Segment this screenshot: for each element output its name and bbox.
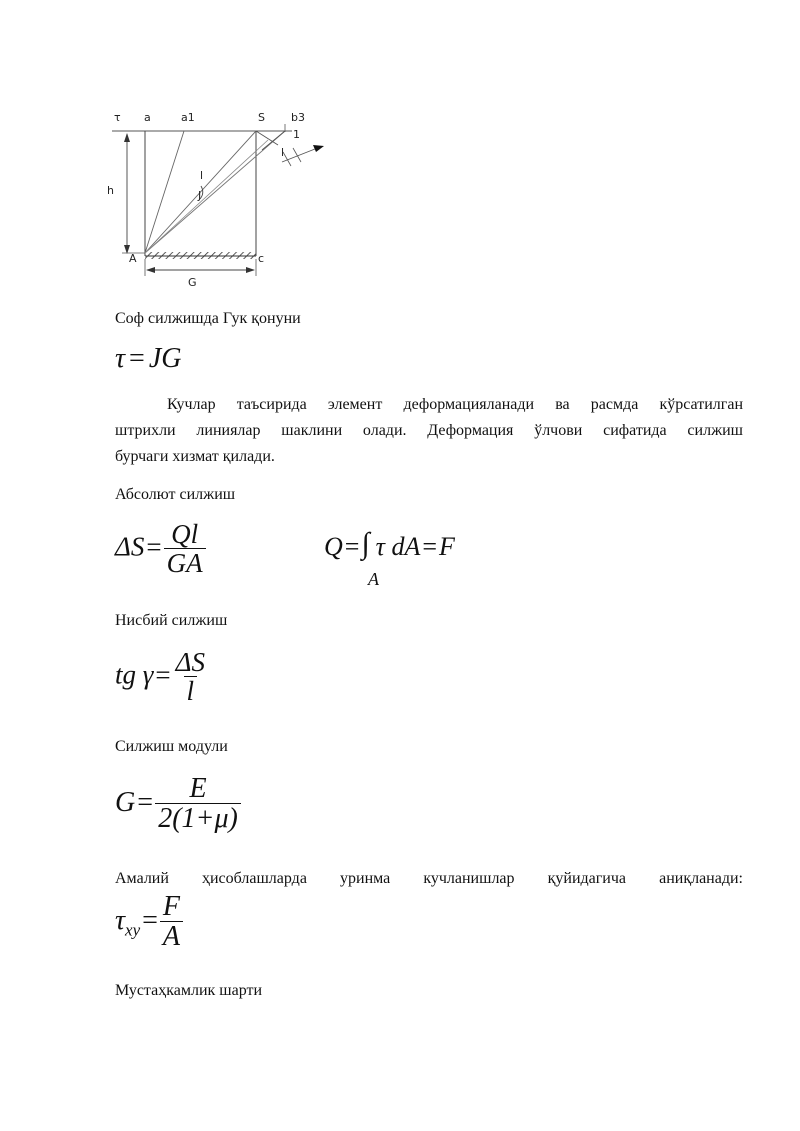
hooke-lhs: τ bbox=[115, 343, 126, 374]
delta-s-den: GA bbox=[164, 548, 206, 579]
label-a1: a1 bbox=[181, 111, 195, 124]
para-line-1: Кучлар таъсирида элемент деформацияланади ва расмда кўрсатилган bbox=[167, 396, 743, 413]
integral-subscript: A bbox=[368, 569, 379, 589]
label-tau: τ bbox=[114, 111, 121, 124]
label-h: h bbox=[107, 184, 114, 197]
label-b3: b3 bbox=[291, 111, 305, 124]
hooke-law-heading: Соф силжишда Гук қонуни bbox=[115, 310, 301, 327]
g-fraction bbox=[155, 774, 241, 835]
q-integral-formula bbox=[324, 528, 455, 565]
force-arrow-head bbox=[313, 145, 324, 152]
q-body: τ dA bbox=[375, 532, 421, 561]
label-g: G bbox=[188, 276, 197, 289]
tg-fraction bbox=[173, 648, 208, 707]
shear-deformation-figure bbox=[95, 100, 345, 300]
shifted-top-a bbox=[256, 131, 278, 145]
hooke-formula bbox=[115, 342, 181, 376]
label-a-point: A bbox=[129, 252, 137, 265]
deformation-paragraph bbox=[115, 392, 743, 470]
strength-condition-heading: Мустаҳкамлик шарти bbox=[115, 982, 263, 999]
tau-xy-sub: xy bbox=[125, 920, 141, 940]
tg-eq: = bbox=[155, 659, 171, 690]
g-num: E bbox=[189, 773, 207, 804]
g-eq: = bbox=[137, 787, 154, 819]
label-j: J bbox=[198, 189, 202, 202]
label-c: c bbox=[258, 252, 265, 265]
tg-num: ΔS bbox=[175, 647, 205, 677]
absolute-shift-heading: Абсолют силжиш bbox=[115, 486, 236, 503]
label-a: a bbox=[144, 111, 151, 124]
height-arrow-top bbox=[124, 133, 130, 142]
delta-s-fraction bbox=[164, 520, 206, 579]
q-eq2: = bbox=[422, 532, 438, 561]
g-den: 2(1+μ) bbox=[155, 803, 241, 835]
tau-xy-lhs: τ bbox=[115, 905, 126, 937]
label-one: 1 bbox=[293, 128, 300, 141]
width-arrow-right bbox=[246, 267, 255, 273]
q-eq: = bbox=[344, 532, 360, 561]
delta-s-formula bbox=[115, 520, 206, 579]
para-line-3: бурчаги хизмат қилади. bbox=[115, 448, 275, 465]
tg-formula bbox=[115, 648, 208, 707]
width-arrow-left bbox=[146, 267, 155, 273]
g-modulus-formula bbox=[115, 774, 241, 835]
practical-calc-line: Амалий ҳисоблашларда уринма кучланишлар қуйидагича аниқланади: bbox=[115, 870, 743, 887]
delta-s-lhs: ΔS bbox=[115, 531, 145, 562]
tau-xy-eq: = bbox=[142, 905, 158, 937]
line-b3 bbox=[145, 131, 285, 253]
tau-xy-num: F bbox=[162, 891, 181, 922]
delta-s-eq: = bbox=[146, 531, 162, 562]
g-lhs: G bbox=[115, 787, 136, 819]
hooke-eq: = bbox=[129, 343, 145, 374]
label-l-top: l bbox=[281, 146, 285, 159]
tau-xy-formula bbox=[115, 892, 183, 953]
para-line-2: штрихли линиялар шаклини олади. Деформация ўлчови сифатида силжиш bbox=[115, 422, 743, 439]
relative-shift-heading: Нисбий силжиш bbox=[115, 612, 228, 629]
tg-lhs: tg γ bbox=[115, 659, 154, 690]
label-s: S bbox=[258, 111, 265, 124]
hooke-rhs: JG bbox=[148, 343, 182, 374]
q-lhs: Q bbox=[324, 532, 343, 561]
label-l-mid: l bbox=[200, 169, 204, 182]
tg-den: l bbox=[184, 676, 198, 707]
delta-s-num: Ql bbox=[171, 519, 199, 549]
tau-xy-den: A bbox=[160, 921, 183, 953]
tau-xy-fraction bbox=[160, 892, 183, 953]
integral-sign: ∫ bbox=[361, 527, 370, 560]
shear-modulus-heading: Силжиш модули bbox=[115, 738, 228, 755]
q-rhs: F bbox=[439, 532, 455, 561]
